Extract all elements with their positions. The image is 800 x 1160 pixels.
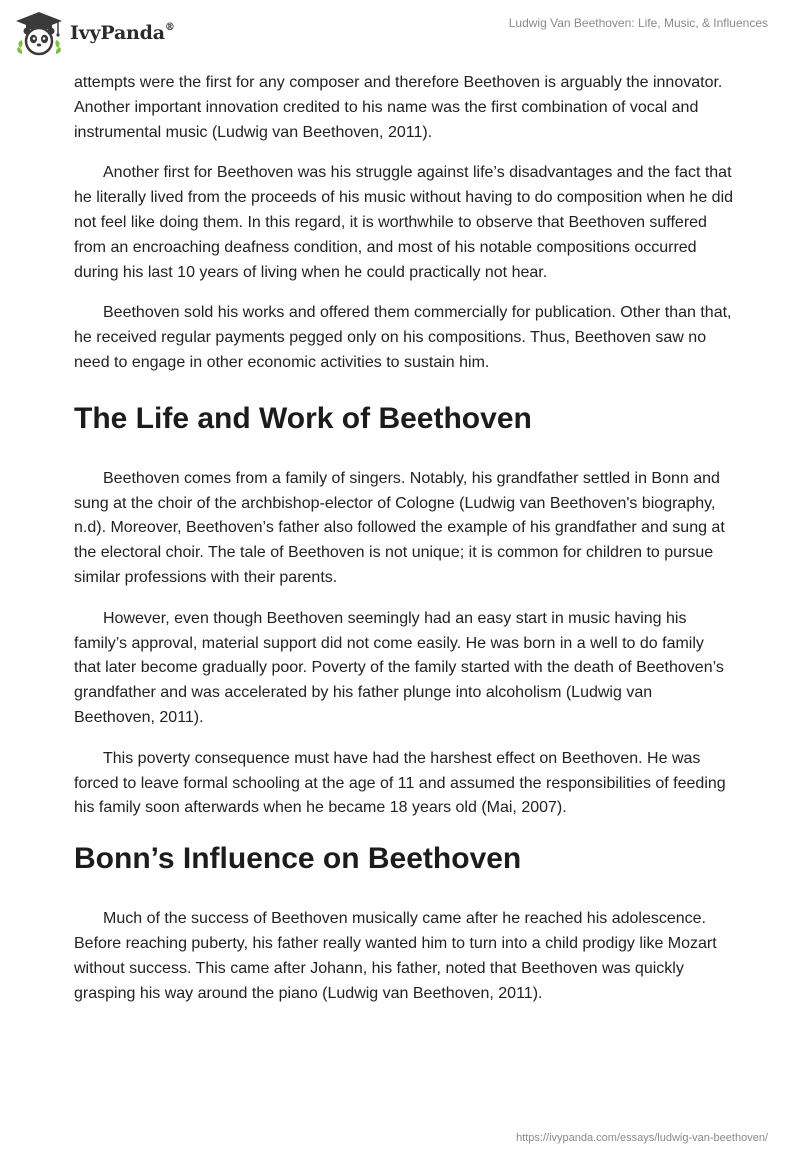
- paragraph: Much of the success of Beethoven musically came after he reached his adolescence. Before reaching puberty, his father really wanted him to turn into a child prodigy like Mozart without success. This came after Johann, his father, noted that Beethoven was quickly grasping his way around the piano (Ludwig van Beethoven, 2011).: [74, 910, 717, 1002]
- paragraph: Beethoven comes from a family of singers. Notably, his grandfather settled in Bonn and sung at the choir of the archbishop-elector of Cologne (Ludwig van Beethoven's biography, n.d). Moreover, Beethoven’s father also followed the example of his grandfather and sung at the electoral choir. The tale of Beethoven is not unique; it is common for children to pursue similar professions with their parents.: [74, 469, 725, 586]
- document-title: Ludwig Van Beethoven: Life, Music, & Influences: [508, 16, 768, 30]
- section-heading-life-and-work: The Life and Work of Beethoven: [74, 401, 532, 435]
- paragraph: This poverty consequence must have had the harshest effect on Beethoven. He was forced to leave formal schooling at the age of 11 and assumed the responsibilities of feeding his family soon afterwards when he became 18 years old (Mai, 2007).: [74, 749, 726, 817]
- paragraph: Beethoven sold his works and offered them commercially for publication. Other than that, he received regular payments pegged only on his compositions. Thus, Beethoven saw no need to engage in other economic activities to sustain him.: [74, 304, 732, 371]
- source-url[interactable]: https://ivypanda.com/essays/ludwig-van-beethoven/: [516, 1132, 768, 1144]
- paragraph: Another first for Beethoven was his struggle against life’s disadvantages and the fact that he literally lived from the proceeds of his music without having to do composition when he did not feel like doing them. In this regard, it is worthwhile to observe that Beethoven suffered from an encroaching deafness condition, and most of his notable compositions occurred during his last 10 years of living when he could practically not hear.: [74, 164, 734, 281]
- paragraph: However, even though Beethoven seemingly had an easy start in music having his family’s approval, material support did not come easily. He was born in a well to do family that later become gradually poor. Poverty of the family started with the death of Beethoven’s grandfather and was accelerated by his father plunge into alcoholism (Ludwig van Beethoven, 2011).: [74, 609, 724, 726]
- paragraph: attempts were the first for any composer and therefore Beethoven is arguably the innovator. Another important innovation credited to his name was the first combination of vocal and instrumental music (Ludwig van Beethoven, 2011).: [74, 74, 723, 141]
- brand-name: IvyPanda®: [70, 21, 175, 44]
- ivypanda-logo[interactable]: [14, 10, 175, 56]
- essay-content: [74, 71, 734, 1022]
- section-heading-bonn-influence: Bonn’s Influence on Beethoven: [74, 842, 522, 876]
- page-header: [0, 0, 800, 70]
- panda-icon: [14, 10, 64, 56]
